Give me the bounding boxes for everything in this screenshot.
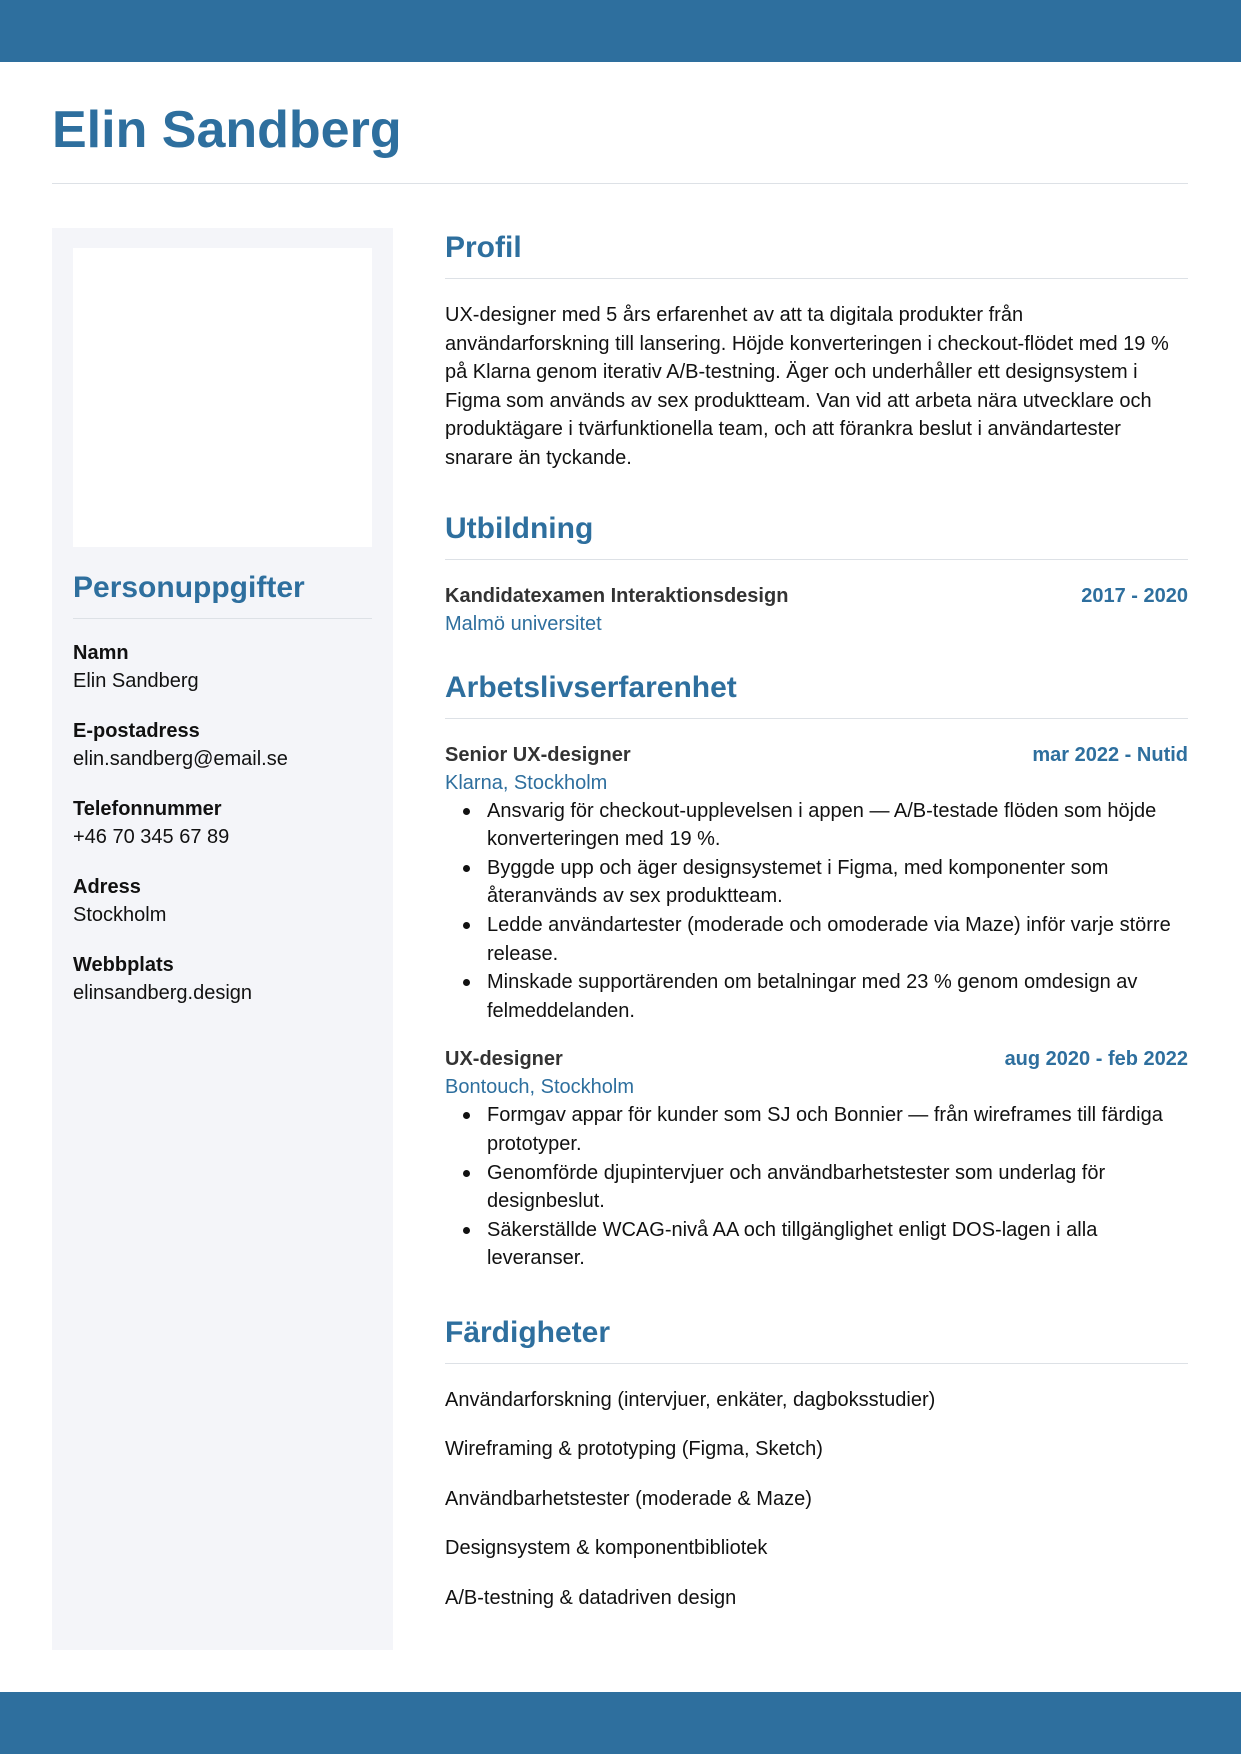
sidebar-title: Personuppgifter <box>73 571 305 604</box>
section-divider <box>445 718 1188 719</box>
title-divider <box>52 183 1188 184</box>
info-item-name <box>73 639 372 695</box>
job-title: UX-designer <box>445 1048 563 1071</box>
job-entry <box>445 741 1188 1026</box>
info-label: Adress <box>73 876 141 898</box>
section-title: Profil <box>445 231 522 264</box>
job-dates: aug 2020 - feb 2022 <box>1004 1048 1188 1071</box>
info-label: Namn <box>73 642 129 664</box>
section-divider <box>445 278 1188 279</box>
sidebar <box>52 228 393 1650</box>
company-name: Klarna, Stockholm <box>445 771 608 794</box>
info-value: elinsandberg.design <box>73 982 253 1004</box>
list-item: Formgav appar för kunder som SJ och Bonnier — från wireframes till färdiga prototyper. <box>487 1101 1188 1158</box>
list-item: Ansvarig för checkout-upplevelsen i appen — A/B-testade flöden som höjde konverteringen med 19 %. <box>487 797 1188 854</box>
list-item: Ledde användartester (moderade och omoderade via Maze) inför varje större release. <box>487 911 1188 968</box>
main-content <box>445 228 1188 1633</box>
job-title: Senior UX-designer <box>445 743 631 766</box>
list-item: Byggde upp och äger designsystemet i Figma, med komponenter som återanvänds av sex produktteam. <box>487 854 1188 911</box>
company-name: Bontouch, Stockholm <box>445 1076 634 1099</box>
sidebar-divider <box>73 618 372 619</box>
info-item-email <box>73 717 372 773</box>
section-divider <box>445 559 1188 560</box>
profile-photo-placeholder <box>73 248 372 547</box>
education-dates: 2017 - 2020 <box>1081 584 1188 607</box>
degree-title: Kandidatexamen Interaktionsdesign <box>445 584 789 607</box>
info-item-website <box>73 951 372 1007</box>
education-entry <box>445 582 1188 638</box>
info-value: Elin Sandberg <box>73 670 199 692</box>
job-bullets <box>445 1101 1188 1273</box>
job-dates: mar 2022 - Nutid <box>1032 743 1188 766</box>
info-item-address <box>73 873 372 929</box>
profile-section <box>445 228 1188 473</box>
skill-item: Användarforskning (intervjuer, enkäter, dagboksstudier) <box>445 1388 936 1411</box>
school-name: Malmö universitet <box>445 612 602 635</box>
section-title: Färdigheter <box>445 1315 611 1349</box>
section-title: Utbildning <box>445 511 594 545</box>
skill-item: Wireframing & prototyping (Figma, Sketch) <box>445 1438 823 1461</box>
footer-bar <box>0 1692 1241 1754</box>
info-value: +46 70 345 67 89 <box>73 826 230 848</box>
section-title: Arbetslivserfarenhet <box>445 670 737 704</box>
section-divider <box>445 1363 1188 1364</box>
job-entry <box>445 1045 1188 1273</box>
skill-item: Användbarhetstester (moderade & Maze) <box>445 1487 812 1510</box>
skill-item: Designsystem & komponentbibliotek <box>445 1537 768 1560</box>
info-value: elin.sandberg@email.se <box>73 748 288 770</box>
info-label: Webbplats <box>73 954 174 976</box>
personal-info-list <box>73 639 372 1029</box>
profile-text: UX-designer med 5 års erfarenhet av att ta digitala produkter från användarforskning till lansering. Höjde konverteringen i checkout-flödet med 19 % på Klarna genom iterativ A/B-testning. Äger och underhåller ett designsystem i Figma som används av sex produktteam. Van vid att arbeta nära utvecklare och produktägare i tvärfunktionella team, och att förankra beslut i användartester snarare än tyckande. <box>445 304 1169 469</box>
skills-section <box>445 1313 1188 1612</box>
experience-section <box>445 668 1188 1273</box>
header-bar <box>0 0 1241 62</box>
job-bullets <box>445 797 1188 1026</box>
info-value: Stockholm <box>73 904 167 926</box>
education-section <box>445 509 1188 638</box>
skill-item: A/B-testning & datadriven design <box>445 1586 737 1609</box>
list-item: Minskade supportärenden om betalningar med 23 % genom omdesign av felmeddelanden. <box>487 968 1188 1025</box>
list-item: Säkerställde WCAG-nivå AA och tillgänglighet enligt DOS-lagen i alla leveranser. <box>487 1216 1188 1273</box>
info-label: E-postadress <box>73 720 200 742</box>
info-label: Telefonnummer <box>73 798 222 820</box>
info-item-phone <box>73 795 372 851</box>
list-item: Genomförde djupintervjuer och användbarhetstester som underlag för designbeslut. <box>487 1159 1188 1216</box>
page-title: Elin Sandberg <box>52 101 402 159</box>
